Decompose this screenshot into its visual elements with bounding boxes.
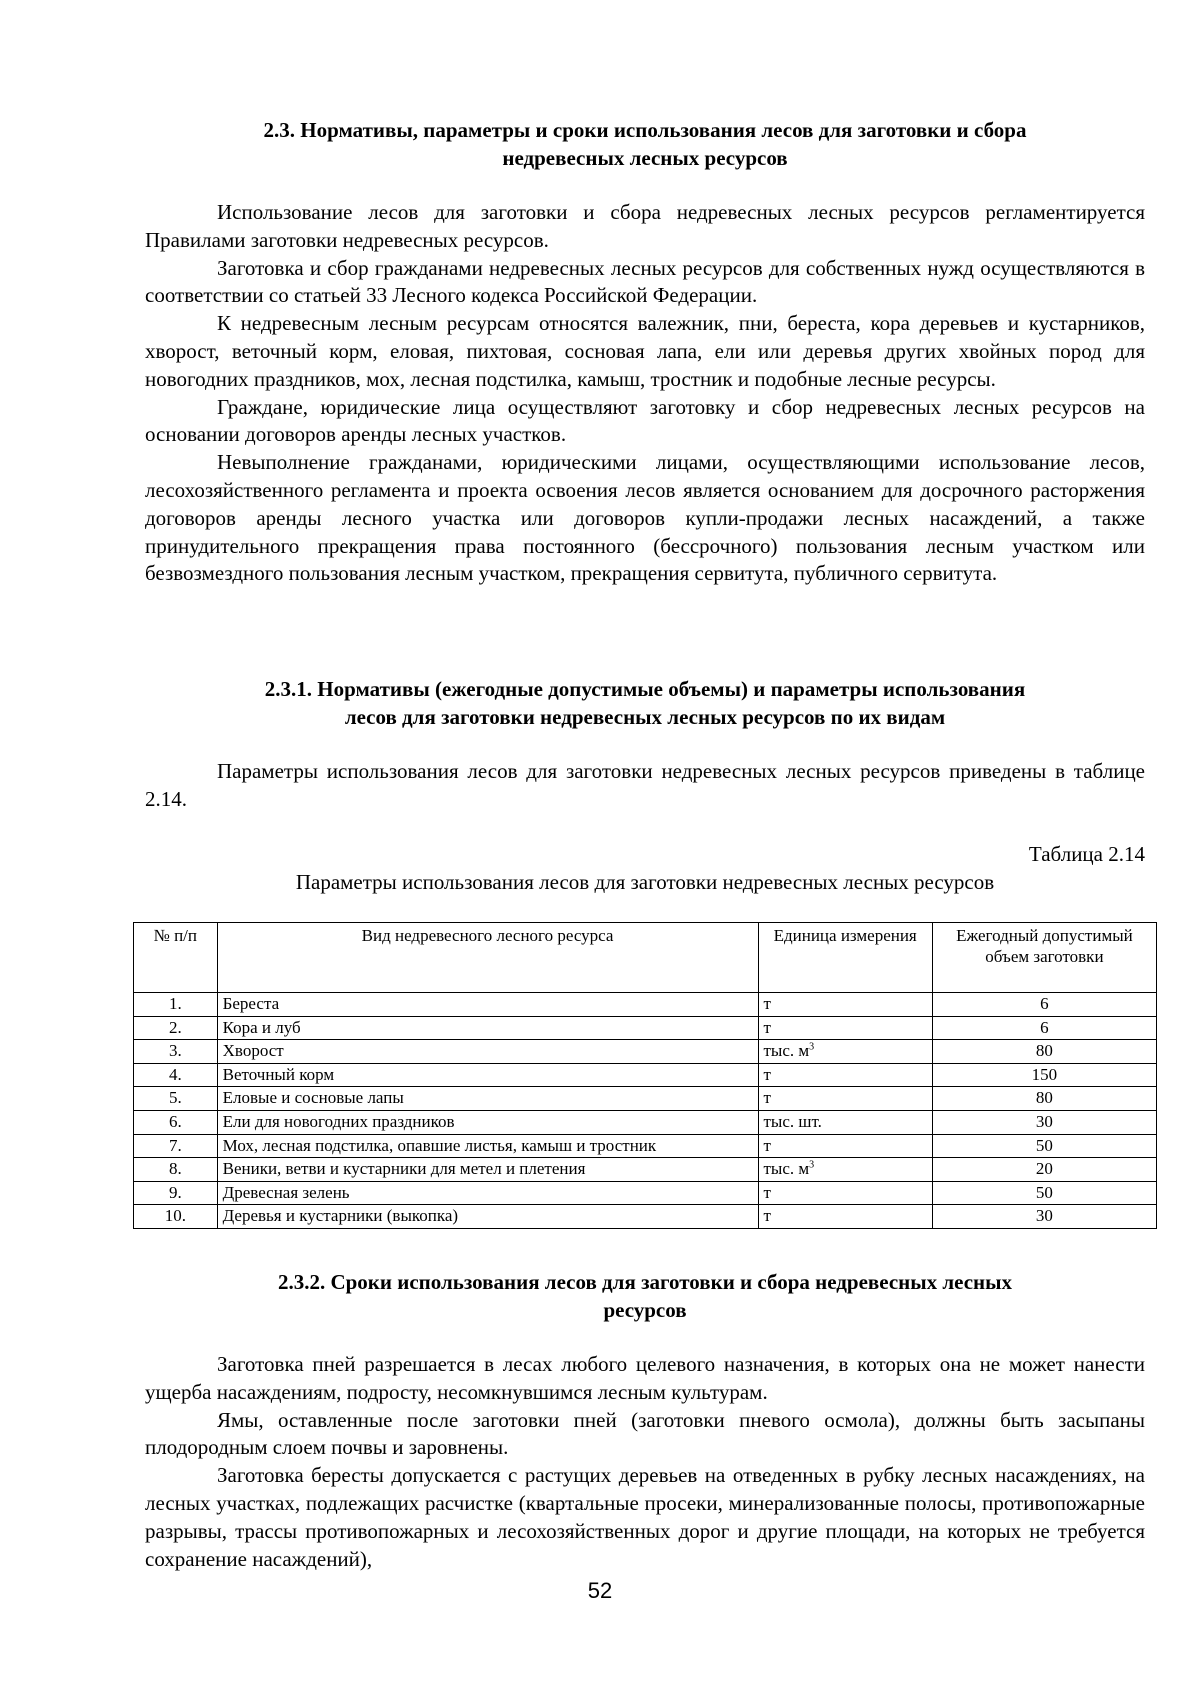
row-volume: 20 [932,1158,1156,1182]
row-volume: 150 [932,1063,1156,1087]
row-kind: Деревья и кустарники (выкопка) [217,1205,758,1229]
paragraph: Ямы, оставленные после заготовки пней (заготовки пневого осмола), должны быть засыпаны плодородным слоем почвы и заровнены. [145,1407,1145,1460]
row-volume: 50 [932,1134,1156,1158]
unit-superscript: 3 [809,1159,815,1171]
table-row [134,1134,1157,1158]
section-2-3-2-heading [145,1268,1145,1324]
page-number: 52 [587,1578,613,1603]
section-2-3-1-heading [145,675,1145,731]
row-num: 5. [134,1087,218,1111]
section-2-3-2-body [145,1351,1145,1573]
table-row [134,993,1157,1017]
row-num: 3. [134,1040,218,1064]
resources-table [133,922,1157,1229]
row-num: 7. [134,1134,218,1158]
row-unit [758,1040,932,1064]
row-kind: Ели для новогодних праздников [217,1110,758,1134]
row-num: 2. [134,1016,218,1040]
table-row [134,1016,1157,1040]
paragraph: К недревесным лесным ресурсам относятся валежник, пни, береста, кора деревьев и кустарников, хворост, веточный корм, еловая, пихтовая, сосновая лапа, ели или деревья других хвойных пород для новогодних праздников, мох, лесная подстилка, камыш, тростник и подобные лесные ресурсы. [145,311,1145,391]
section-2-3-2-title-line2: ресурсов [603,1298,687,1322]
table-row [134,1158,1157,1182]
unit-superscript: 3 [809,1041,815,1053]
row-num: 9. [134,1181,218,1205]
table-header-row [134,923,1157,993]
table-row [134,1040,1157,1064]
header-num: № п/п [134,923,218,993]
section-2-3-body [145,199,1145,588]
paragraph: Граждане, юридические лица осуществляют заготовку и сбор недревесных лесных ресурсов на основании договоров аренды лесных участков. [145,394,1145,447]
table-row [134,1110,1157,1134]
row-kind: Кора и луб [217,1016,758,1040]
row-num: 4. [134,1063,218,1087]
section-2-3-title-line1: 2.3. Нормативы, параметры и сроки использования лесов для заготовки и сбора [263,118,1027,142]
row-unit: т [758,1087,932,1111]
row-kind: Древесная зелень [217,1181,758,1205]
row-num: 1. [134,993,218,1017]
row-unit [758,1158,932,1182]
unit-text: тыс. м [763,1041,810,1061]
row-volume: 6 [932,1016,1156,1040]
row-kind: Мох, лесная подстилка, опавшие листья, камыш и тростник [217,1134,758,1158]
section-2-3-heading [145,116,1145,172]
row-unit: т [758,1016,932,1040]
row-volume: 30 [932,1110,1156,1134]
paragraph: Заготовка пней разрешается в лесах любого целевого назначения, в которых она не может нанести ущерба насаждениям, подросту, несомкнувшимся лесным культурам. [145,1352,1145,1404]
table-row [134,1063,1157,1087]
row-kind: Береста [217,993,758,1017]
table-row [134,1087,1157,1111]
section-2-3-1-body [145,758,1145,814]
paragraph: Параметры использования лесов для заготовки недревесных лесных ресурсов приведены в таблице 2.14. [145,759,1145,811]
paragraph: Заготовка бересты допускается с растущих деревьев на отведенных в рубку лесных насаждениях, на лесных участках, подлежащих расчистке (квартальные просеки, минерализованные полосы, противопожарные разрывы, трассы противопожарных и лесохозяйственных дорог и другие площади, на которых не требуется сохранение насаждений), [145,1463,1145,1571]
row-volume: 6 [932,993,1156,1017]
row-unit: т [758,1134,932,1158]
row-kind: Еловые и сосновые лапы [217,1087,758,1111]
row-unit: т [758,1063,932,1087]
row-volume: 30 [932,1205,1156,1229]
paragraph: Заготовка и сбор гражданами недревесных лесных ресурсов для собственных нужд осуществляются в соответствии со статьей 33 Лесного кодекса Российской Федерации. [145,255,1145,308]
row-kind: Веточный корм [217,1063,758,1087]
row-num: 10. [134,1205,218,1229]
row-unit: тыс. шт. [758,1110,932,1134]
header-volume: Ежегодный допустимый объем заготовки [932,923,1156,993]
section-2-3-title-line2: недревесных лесных ресурсов [502,146,788,170]
paragraph: Использование лесов для заготовки и сбора недревесных лесных ресурсов регламентируется Правилами заготовки недревесных ресурсов. [145,200,1145,252]
table-row [134,1205,1157,1229]
row-volume: 80 [932,1040,1156,1064]
row-kind: Веники, ветви и кустарники для метел и плетения [217,1158,758,1182]
table-row [134,1181,1157,1205]
header-kind: Вид недревесного лесного ресурса [217,923,758,993]
header-unit: Единица измерения [758,923,932,993]
row-volume: 50 [932,1181,1156,1205]
table-label: Таблица 2.14 [1028,842,1145,866]
row-num: 8. [134,1158,218,1182]
row-unit: т [758,1181,932,1205]
row-unit: т [758,993,932,1017]
row-kind: Хворост [217,1040,758,1064]
row-num: 6. [134,1110,218,1134]
section-2-3-1-title-line1: 2.3.1. Нормативы (ежегодные допустимые объемы) и параметры использования [264,677,1026,701]
section-2-3-2-title-line1: 2.3.2. Сроки использования лесов для заготовки и сбора недревесных лесных [277,1270,1013,1294]
paragraph: Невыполнение гражданами, юридическими лицами, осуществляющими использование лесов, лесохозяйственного регламента и проекта освоения лесов является основанием для досрочного расторжения договоров аренды лесного участка или договоров купли-продажи лесных насаждений, а также принудительного прекращения права постоянного (бессрочного) пользования лесным участком или безвозмездного пользования лесным участком, прекращения сервитута, публичного сервитута. [145,450,1145,586]
unit-text: тыс. м [763,1159,810,1179]
section-2-3-1-title-line2: лесов для заготовки недревесных лесных ресурсов по их видам [344,705,946,729]
row-unit: т [758,1205,932,1229]
row-volume: 80 [932,1087,1156,1111]
table-caption: Параметры использования лесов для заготовки недревесных лесных ресурсов [295,870,995,894]
